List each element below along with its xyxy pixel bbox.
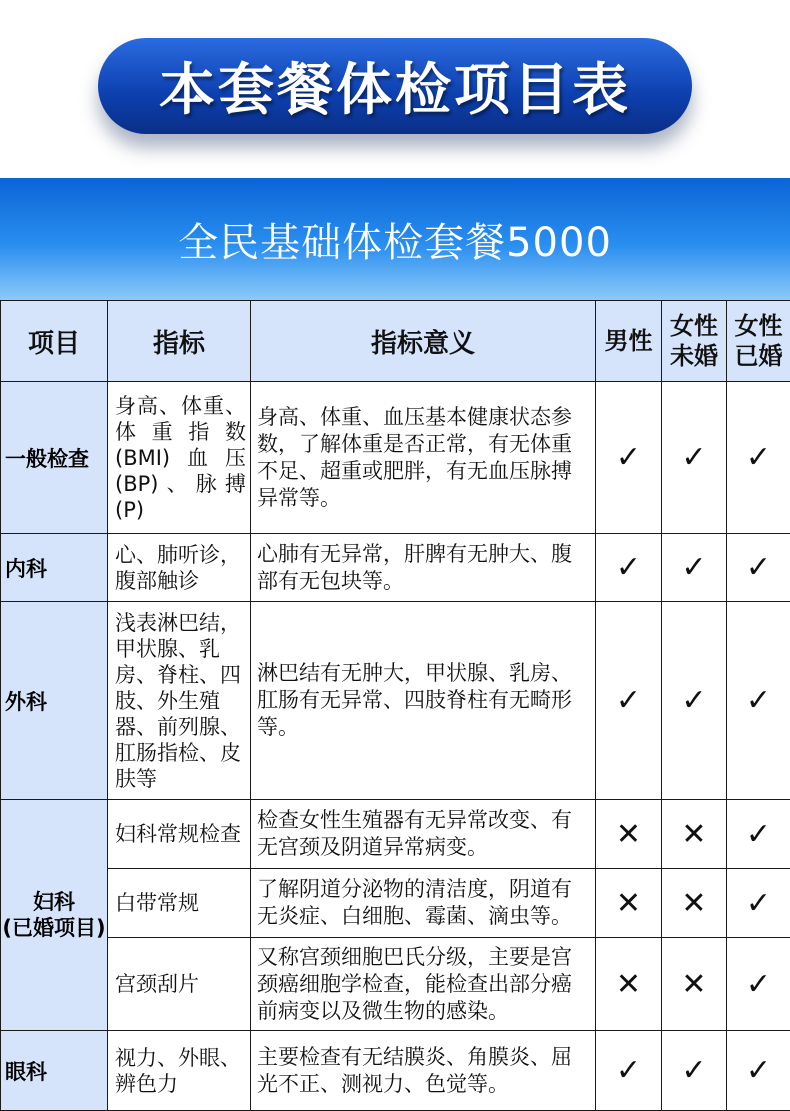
male-mark: ✓ bbox=[596, 382, 662, 534]
table-row bbox=[1, 800, 790, 869]
header-female-married-line1: 女性 bbox=[727, 311, 790, 341]
table-row bbox=[1, 1031, 790, 1111]
category-gynecology bbox=[1, 800, 108, 1031]
category-internal: 内科 bbox=[1, 534, 108, 602]
female-unmarried-mark: ✓ bbox=[662, 382, 727, 534]
indicator-cell: 身高、体重、体重指数(BMI)血压(BP)、脉搏(P) bbox=[108, 382, 251, 534]
table-header-row bbox=[1, 301, 790, 382]
female-unmarried-mark: ✕ bbox=[662, 869, 727, 938]
category-general: 一般检查 bbox=[1, 382, 108, 534]
female-married-mark: ✓ bbox=[727, 800, 790, 869]
indicator-cell: 心、肺听诊，腹部触诊 bbox=[108, 534, 251, 602]
header-female-unmarried-line2: 未婚 bbox=[662, 341, 726, 371]
indicator-cell: 妇科常规检查 bbox=[108, 800, 251, 869]
meaning-cell: 了解阴道分泌物的清洁度，阴道有无炎症、白细胞、霉菌、滴虫等。 bbox=[251, 869, 596, 938]
indicator-cell: 白带常规 bbox=[108, 869, 251, 938]
category-gynecology-line1: 妇科 bbox=[1, 889, 107, 915]
meaning-cell: 检查女性生殖器有无异常改变、有无宫颈及阴道异常病变。 bbox=[251, 800, 596, 869]
package-name: 全民基础体检套餐5000 bbox=[178, 211, 612, 268]
male-mark: ✓ bbox=[596, 602, 662, 800]
female-married-mark: ✓ bbox=[727, 534, 790, 602]
male-mark: ✓ bbox=[596, 1031, 662, 1111]
category-ophthalmology: 眼科 bbox=[1, 1031, 108, 1111]
header-female-unmarried-line1: 女性 bbox=[662, 311, 726, 341]
header-indicator: 指标 bbox=[108, 301, 251, 382]
table-row bbox=[1, 869, 790, 938]
table-row bbox=[1, 938, 790, 1031]
male-mark: ✕ bbox=[596, 938, 662, 1031]
exam-items-table bbox=[0, 300, 790, 1111]
table-row bbox=[1, 602, 790, 800]
male-mark: ✕ bbox=[596, 869, 662, 938]
female-unmarried-mark: ✓ bbox=[662, 534, 727, 602]
meaning-cell: 淋巴结有无肿大，甲状腺、乳房、肛肠有无异常、四肢脊柱有无畸形等。 bbox=[251, 602, 596, 800]
male-mark: ✓ bbox=[596, 534, 662, 602]
female-married-mark: ✓ bbox=[727, 938, 790, 1031]
female-unmarried-mark: ✓ bbox=[662, 1031, 727, 1111]
category-surgery: 外科 bbox=[1, 602, 108, 800]
table-row bbox=[1, 382, 790, 534]
header-meaning: 指标意义 bbox=[251, 301, 596, 382]
indicator-cell: 浅表淋巴结，甲状腺、乳房、脊柱、四肢、外生殖器、前列腺、肛肠指检、皮肤等 bbox=[108, 602, 251, 800]
female-married-mark: ✓ bbox=[727, 869, 790, 938]
meaning-cell: 主要检查有无结膜炎、角膜炎、屈光不正、测视力、色觉等。 bbox=[251, 1031, 596, 1111]
header-female-married-line2: 已婚 bbox=[727, 341, 790, 371]
female-married-mark: ✓ bbox=[727, 382, 790, 534]
female-unmarried-mark: ✕ bbox=[662, 800, 727, 869]
indicator-cell: 宫颈刮片 bbox=[108, 938, 251, 1031]
meaning-cell: 身高、体重、血压基本健康状态参数，了解体重是否正常，有无体重不足、超重或肥胖，有无血压脉搏异常等。 bbox=[251, 382, 596, 534]
male-mark: ✕ bbox=[596, 800, 662, 869]
meaning-cell: 心肺有无异常，肝脾有无肿大、腹部有无包块等。 bbox=[251, 534, 596, 602]
header-male: 男性 bbox=[596, 301, 662, 382]
meaning-cell: 又称宫颈细胞巴氏分级，主要是宫颈癌细胞学检查，能检查出部分癌前病变以及微生物的感染。 bbox=[251, 938, 596, 1031]
female-married-mark: ✓ bbox=[727, 1031, 790, 1111]
female-unmarried-mark: ✕ bbox=[662, 938, 727, 1031]
female-unmarried-mark: ✓ bbox=[662, 602, 727, 800]
indicator-cell: 视力、外眼、辨色力 bbox=[108, 1031, 251, 1111]
female-married-mark: ✓ bbox=[727, 602, 790, 800]
table-row bbox=[1, 534, 790, 602]
header-female-unmarried bbox=[662, 301, 727, 382]
title-banner bbox=[98, 38, 692, 134]
header-female-married bbox=[727, 301, 790, 382]
package-banner bbox=[0, 178, 790, 300]
header-item: 项目 bbox=[1, 301, 108, 382]
category-gynecology-line2: (已婚项目) bbox=[1, 915, 107, 941]
page-title: 本套餐体检项目表 bbox=[159, 46, 631, 126]
